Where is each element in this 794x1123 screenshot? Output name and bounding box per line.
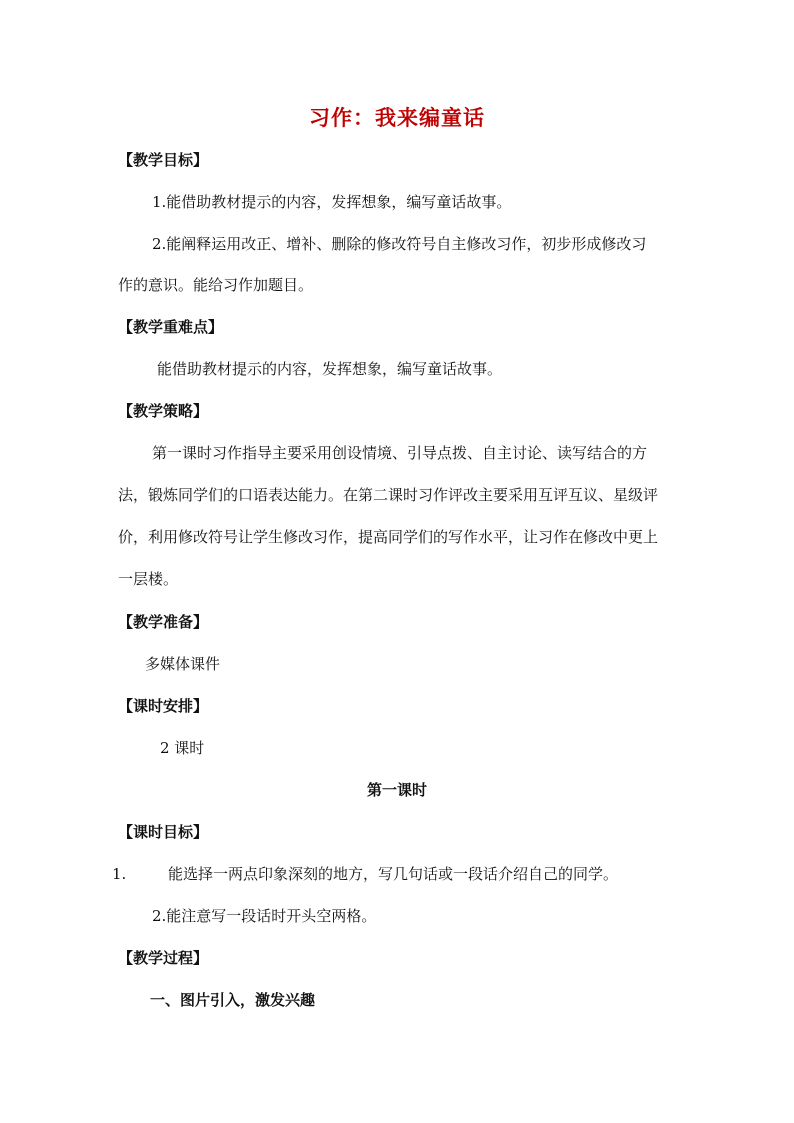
schedule-text: 2 课时 [160, 739, 205, 757]
strategy-line-4: 一层楼。 [118, 570, 179, 588]
section-heading-strategy: 【教学策略】 [118, 402, 209, 420]
lesson-goal-2: 2.能注意写一段话时开头空两格。 [152, 907, 377, 925]
key-points-text: 能借助教材提示的内容，发挥想象，编写童话故事。 [157, 360, 503, 378]
section-heading-schedule: 【课时安排】 [118, 697, 209, 715]
section-heading-lesson-goals: 【课时目标】 [118, 823, 209, 841]
preparation-text: 多媒体课件 [145, 655, 221, 673]
lesson-1-title: 第一课时 [366, 781, 427, 799]
goal-item-1: 1.能借助教材提示的内容，发挥想象，编写童话故事。 [152, 193, 512, 211]
section-heading-key-points: 【教学重难点】 [118, 318, 224, 336]
strategy-line-1: 第一课时习作指导主要采用创设情境、引导点拨、自主讨论、读写结合的方 [152, 444, 648, 462]
document-title: 习作：我来编童话 [309, 106, 485, 130]
strategy-line-3: 价，利用修改符号让学生修改习作，提高同学们的写作水平，让习作在修改中更上 [118, 528, 659, 546]
process-step-1: 一、图片引入，激发兴趣 [150, 991, 316, 1009]
section-heading-preparation: 【教学准备】 [118, 613, 209, 631]
lesson-goal-1-text: 能选择一两点印象深刻的地方，写几句话或一段话介绍自己的同学。 [168, 865, 619, 883]
strategy-line-2: 法，锻炼同学们的口语表达能力。在第二课时习作评改主要采用互评互议、星级评 [118, 486, 659, 504]
goal-item-2-line-2: 作的意识。能给习作加题目。 [118, 276, 314, 294]
section-heading-process: 【教学过程】 [118, 949, 209, 967]
section-heading-goals: 【教学目标】 [118, 151, 209, 169]
goal-item-2-line-1: 2.能阐释运用改正、增补、删除的修改符号自主修改习作，初步形成修改习 [152, 235, 647, 253]
lesson-goal-1-number: 1. [112, 865, 127, 883]
